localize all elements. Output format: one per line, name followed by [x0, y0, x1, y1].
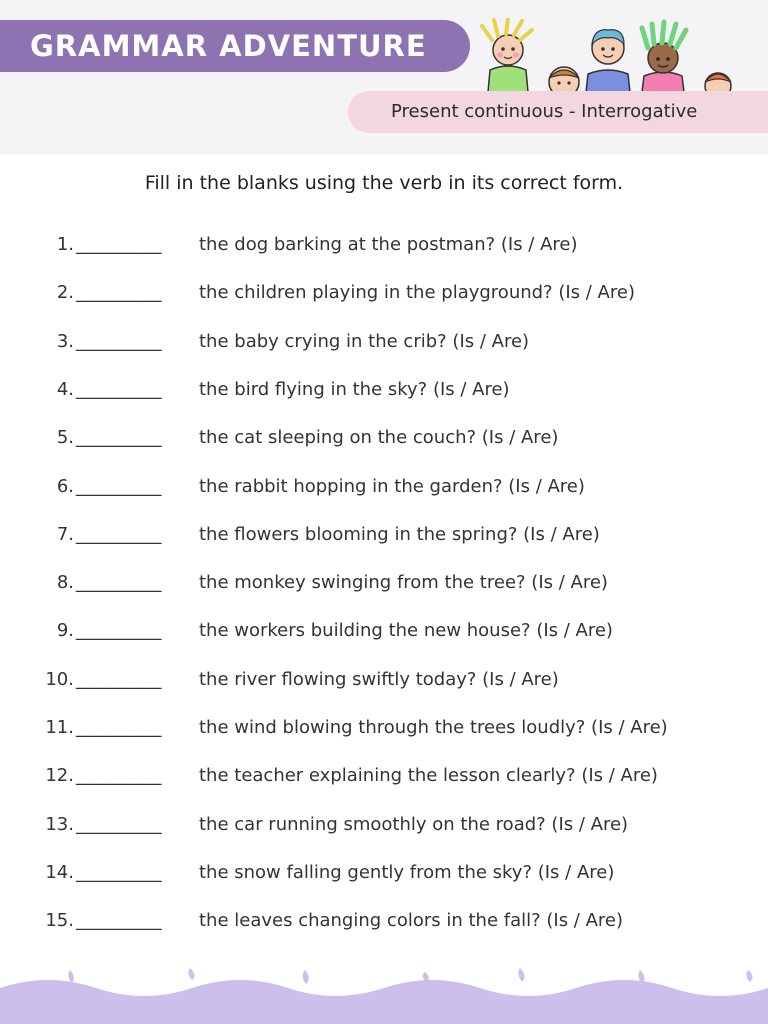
question-text: the workers building the new house? (Is / Are) — [199, 620, 613, 642]
question-item — [0, 230, 768, 260]
question-text: the cat sleeping on the couch? (Is / Are) — [199, 427, 559, 449]
question-item — [0, 568, 768, 598]
answer-blank[interactable]: __________ — [76, 330, 161, 352]
answer-blank[interactable]: __________ — [76, 717, 161, 738]
answer-blank[interactable]: __________ — [76, 572, 161, 594]
question-number: 2. — [56, 282, 74, 304]
answer-blank[interactable]: __________ — [76, 668, 161, 690]
answer-blank[interactable]: __________ — [76, 861, 161, 883]
question-number: 13. — [45, 813, 74, 835]
kid-green-hair — [642, 22, 686, 92]
question-item — [0, 810, 768, 840]
question-number: 12. — [45, 765, 74, 787]
question-item — [0, 472, 768, 502]
footer-wave — [0, 950, 768, 1024]
question-text: the monkey swinging from the tree? (Is / Are) — [199, 572, 608, 594]
question-text: the baby crying in the crib? (Is / Are) — [199, 330, 530, 352]
question-number: 7. — [56, 523, 74, 545]
question-item — [0, 858, 768, 888]
question-number: 1. — [56, 234, 74, 255]
answer-blank[interactable]: __________ — [76, 427, 161, 449]
kid-brown-hair — [549, 67, 579, 92]
answer-blank[interactable]: __________ — [76, 813, 161, 835]
question-number: 14. — [45, 861, 74, 883]
answer-blank[interactable]: __________ — [76, 620, 161, 642]
kids-illustration — [468, 18, 748, 92]
subtitle-banner — [348, 91, 768, 133]
answer-blank[interactable]: __________ — [76, 765, 161, 787]
page-title: GRAMMAR ADVENTURE — [30, 29, 427, 63]
answer-blank[interactable]: __________ — [76, 523, 161, 545]
kid-blue-hair — [586, 30, 630, 92]
question-text: the wind blowing through the trees loudly? (Is / Are) — [199, 717, 668, 738]
question-item — [0, 375, 768, 405]
question-number: 9. — [56, 620, 74, 642]
question-text: the rabbit hopping in the garden? (Is / Are) — [199, 475, 585, 497]
question-number: 3. — [56, 330, 74, 352]
page-subtitle: Present continuous - Interrogative — [391, 101, 698, 122]
question-text: the dog barking at the postman? (Is / Are) — [199, 234, 578, 255]
question-text: the snow falling gently from the sky? (Is / Are) — [199, 861, 615, 883]
question-number: 8. — [56, 572, 74, 594]
question-number: 11. — [45, 717, 74, 738]
answer-blank[interactable]: __________ — [76, 475, 161, 497]
question-text: the flowers blooming in the spring? (Is / Are) — [199, 523, 600, 545]
question-item — [0, 616, 768, 646]
question-number: 10. — [45, 668, 74, 690]
answer-blank[interactable]: __________ — [76, 282, 161, 304]
question-text: the teacher explaining the lesson clearly? (Is / Are) — [199, 765, 658, 787]
question-number: 4. — [56, 378, 74, 400]
answer-blank[interactable]: __________ — [76, 910, 161, 932]
question-number: 15. — [45, 910, 74, 932]
answer-blank[interactable]: __________ — [76, 378, 161, 400]
question-text: the river flowing swiftly today? (Is / Are) — [199, 668, 559, 690]
question-item — [0, 278, 768, 308]
title-banner — [0, 20, 470, 72]
question-item — [0, 761, 768, 791]
question-text: the car running smoothly on the road? (Is / Are) — [199, 813, 629, 835]
answer-blank[interactable]: __________ — [76, 234, 161, 255]
question-number: 6. — [56, 475, 74, 497]
question-number: 5. — [56, 427, 74, 449]
question-text: the bird flying in the sky? (Is / Are) — [199, 378, 510, 400]
question-item — [0, 520, 768, 550]
question-item — [0, 327, 768, 357]
question-item — [0, 906, 768, 936]
header — [0, 0, 768, 155]
question-text: the children playing in the playground? (Is / Are) — [199, 282, 635, 304]
question-text: the leaves changing colors in the fall? (Is / Are) — [199, 910, 624, 932]
question-item — [0, 423, 768, 453]
kid-orange-hair — [705, 73, 731, 92]
kid-yellow-hair — [482, 18, 532, 92]
question-item — [0, 713, 768, 743]
instructions: Fill in the blanks using the verb in its correct form. — [144, 172, 624, 194]
question-item — [0, 665, 768, 695]
